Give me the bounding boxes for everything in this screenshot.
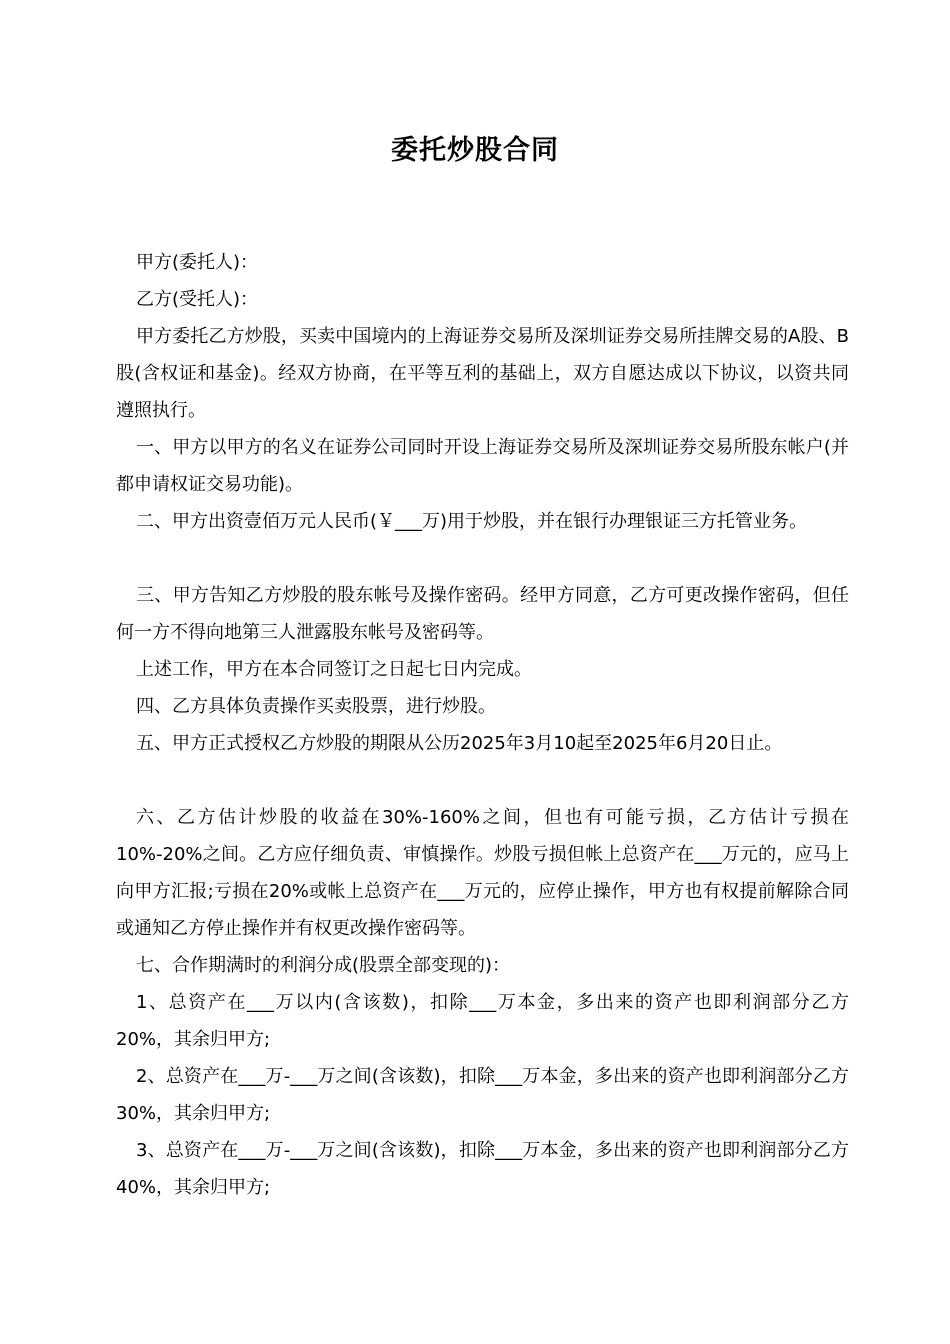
clause-6: 六、乙方估计炒股的收益在30%-160%之间，但也有可能亏损，乙方估计亏损在10%-20%之间。乙方应仔细负责、审慎操作。炒股亏损但帐上总资产在___万元的，应马上向甲方汇报;亏损在20%或帐上总资产在___万元的，应停止操作，甲方也有权提前解除合同或通知乙方停止操作并有权更改操作密码等。 bbox=[116, 807, 849, 939]
paragraph-spacer bbox=[116, 540, 849, 577]
party-b-line: 乙方(受托人)： bbox=[136, 289, 259, 310]
document-title: 委托炒股合同 bbox=[391, 135, 559, 166]
document-body bbox=[116, 244, 849, 1206]
clause-1: 一、甲方以甲方的名义在证券公司同时开设上海证券交易所及深圳证券交易所股东帐户(并都申请权证交易功能)。 bbox=[116, 437, 849, 495]
clause-2: 二、甲方出资壹佰万元人民币(￥___万)用于炒股，并在银行办理银证三方托管业务。 bbox=[136, 511, 808, 532]
clause-7-item-1: 1、总资产在___万以内(含该数)，扣除___万本金，多出来的资产也即利润部分乙方20%，其余归甲方; bbox=[116, 992, 849, 1050]
clause-7-item-3: 3、总资产在___万-___万之间(含该数)，扣除___万本金，多出来的资产也即利润部分乙方40%，其余归甲方; bbox=[116, 1140, 849, 1198]
clause-3-note: 上述工作，甲方在本合同签订之日起七日内完成。 bbox=[136, 659, 532, 680]
clause-5: 五、甲方正式授权乙方炒股的期限从公历2025年3月10起至2025年6月20日止。 bbox=[136, 733, 783, 754]
clause-4: 四、乙方具体负责操作买卖股票，进行炒股。 bbox=[136, 696, 496, 717]
preamble-paragraph: 甲方委托乙方炒股，买卖中国境内的上海证券交易所及深圳证券交易所挂牌交易的A股、B股(含权证和基金)。经双方协商，在平等互利的基础上，双方自愿达成以下协议，以资共同遵照执行。 bbox=[116, 326, 849, 421]
clause-7-item-2: 2、总资产在___万-___万之间(含该数)，扣除___万本金，多出来的资产也即利润部分乙方30%，其余归甲方; bbox=[116, 1066, 849, 1124]
clause-7: 七、合作期满时的利润分成(股票全部变现的)： bbox=[136, 955, 511, 976]
paragraph-spacer bbox=[116, 762, 849, 799]
clause-3: 三、甲方告知乙方炒股的股东帐号及操作密码。经甲方同意，乙方可更改操作密码，但任何一方不得向地第三人泄露股东帐号及密码等。 bbox=[116, 585, 849, 643]
party-a-line: 甲方(委托人)： bbox=[136, 252, 259, 273]
